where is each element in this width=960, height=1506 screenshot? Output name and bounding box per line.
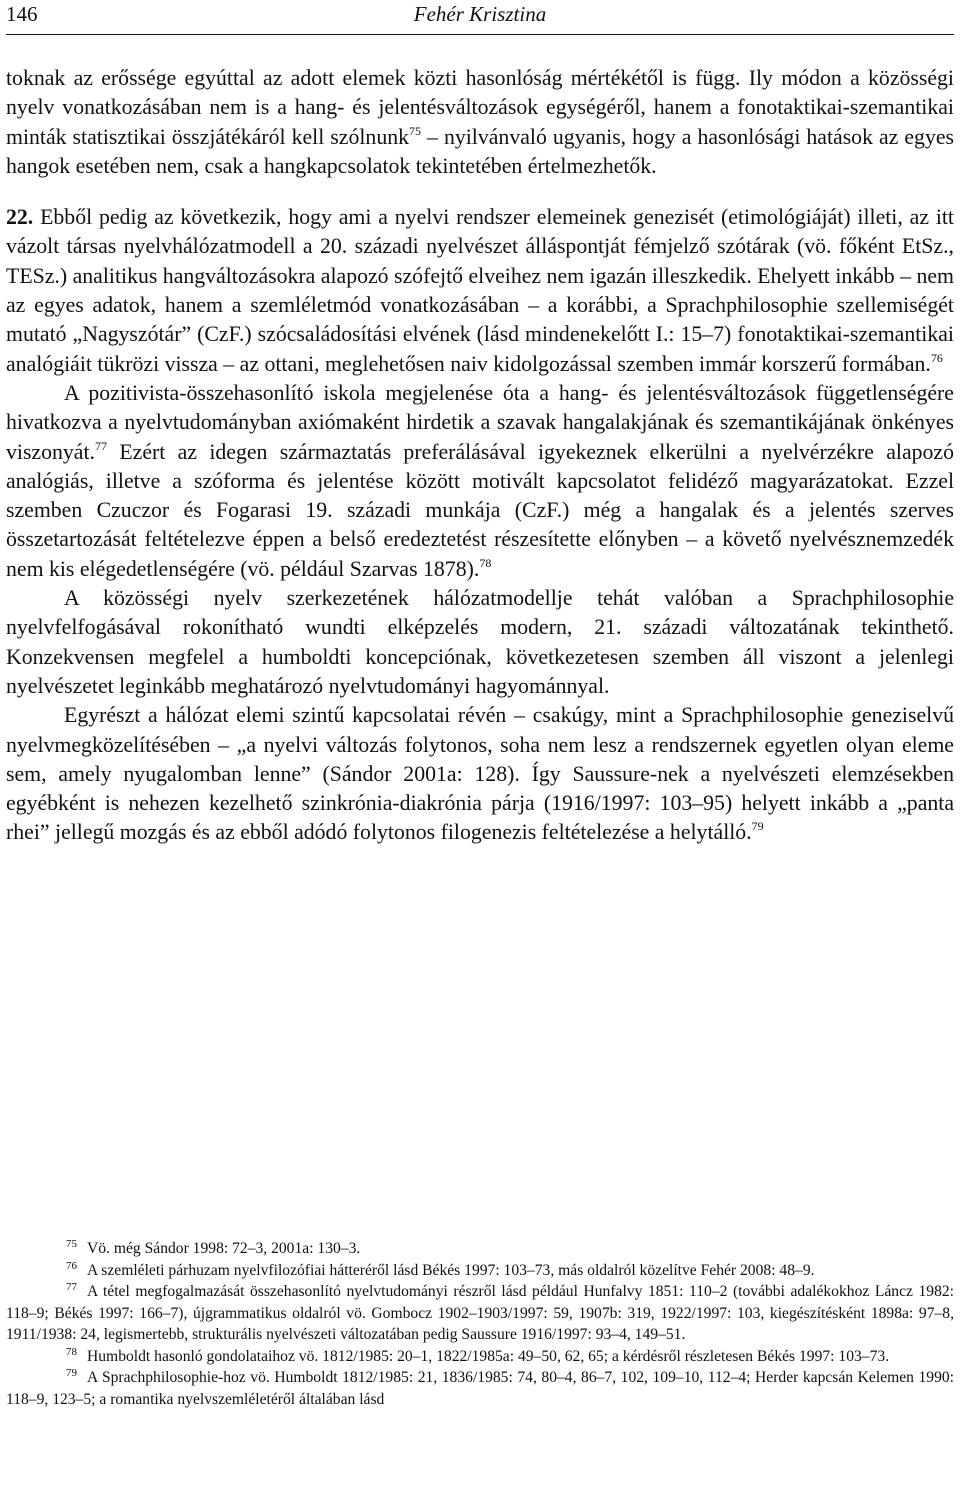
book-page xyxy=(6,0,954,1506)
footnotes xyxy=(6,1238,954,1410)
paragraph xyxy=(6,584,954,701)
text-segment: A pozitivista-összehasonlító iskola megjelenése óta a hang- és jelentésváltozások függetlenségére hivatkozva a nyelvtudományban axiómaként hirdetik a szavak hangalakjának és szemantikájának önkényes viszonyát. xyxy=(6,380,954,464)
text-segment: Egyrészt a hálózat elemi szintű kapcsolatai révén – csakúgy, mint a Sprachphilosophie geneziselvű nyelvmegközelítésében – „a nyelvi változás folytonos, soha nem lesz a rendszernek egyetlen olyan eleme sem, amely nyugalomban lenne” (Sándor 2001a: 128). Így Saussure-nek a nyelvészeti elemzésekben egyébként is nehezen kezelhető szinkrónia-diakrónia párja (1916/1997: 103–95) helyett inkább a „panta rhei” jellegű mozgás és az ebből adódó folytonos filogenezis feltételezése a helytálló. xyxy=(6,703,954,845)
footnote xyxy=(6,1238,954,1260)
footnote-reference: 76 xyxy=(930,350,943,365)
footnote-mark: 79 xyxy=(66,1367,77,1379)
footnote-text: A szemléleti párhuzam nyelvfilozófiai hátteréről lásd Békés 1997: 103–73, más oldalról közelítve Fehér 2008: 48–9. xyxy=(87,1261,815,1279)
footnote-reference: 79 xyxy=(751,819,764,834)
footnote-mark: 75 xyxy=(66,1238,77,1250)
footnote-reference: 77 xyxy=(95,438,107,453)
running-header xyxy=(6,0,954,35)
footnote-mark: 76 xyxy=(66,1259,77,1272)
text-segment: toknak az erőssége egyúttal az adott elemek közti hasonlóság mértékétől is függ. Ily módon a közösségi nyelv vonatkozásában nem is a hang- és jelentésváltozások egységéről, hanem a fonotaktikai-szemantikai minták statisztikai összjátékáról kell szólnunk xyxy=(6,66,954,149)
footnote-reference: 75 xyxy=(409,123,422,138)
paragraph-number: 22. xyxy=(6,205,34,230)
footnote xyxy=(6,1346,954,1368)
footnote-text: Humboldt hasonló gondolataihoz vö. 1812/1985: 20–1, 1822/1985a: 49–50, 62, 65; a kérdésről részletesen Békés 1997: 103–73. xyxy=(87,1347,890,1365)
footnote-reference: 78 xyxy=(479,555,492,570)
paragraph xyxy=(6,701,954,847)
text-segment: Ebből pedig az következik, hogy ami a nyelvi rendszer elemeinek genezisét (etimológiáját) illeti, az itt vázolt társas nyelvhálózatmodell a 20. századi nyelvészet álláspontját fémjelző szótárak (vö. főként EtSz., TESz.) analitikus hangváltozásokra alapozó szófejtő elveihez nem igazán illeszkedik. Ehelyett inkább – nem az egyes adatok, hanem a szemléletmód vonatkozásában – a korábbi, a Sprachphilosophie szellemiségét mutató „Nagyszótár” (CzF.) szócsaládosítási elvének (lásd mindenekelőtt I.: 15–7) fonotaktikai-szemantikai analógiáit tükrözi vissza – az ottani, meglehetősen naiv kidolgozással szemben immár korszerű formában. xyxy=(6,205,954,376)
footnote-text: Vö. még Sándor 1998: 72–3, 2001a: 130–3. xyxy=(87,1240,361,1257)
paragraph xyxy=(6,379,954,584)
footnote-text: A tétel megfogalmazását összehasonlító nyelvtudományi részről lásd például Hunfalvy 1851: 110–2 (további adalékokhoz Láncz 1982: 118–9; Békés 1997: 166–7), újgrammatikus oldalról vö. Gombocz 1902–1903/1997: 59, 1907b: 319, 1922/1997: 103, kiegészítésként 1898a: 97–8, 1911/1938: 24, legismertebb, strukturális nyelvészeti változatában pedig Saussure 1916/1997: 93–4, 149–51. xyxy=(6,1283,954,1343)
footnote-text: A Sprachphilosophie-hoz vö. Humboldt 1812/1985: 21, 1836/1985: 74, 80–4, 86–7, 102, 109–10, 112–4; Herder kapcsán Kelemen 1990: 118–9, 123–5; a romantika nyelvszemléletéről általában lásd xyxy=(6,1369,954,1408)
footnote xyxy=(6,1367,954,1410)
footnote-mark: 77 xyxy=(66,1281,77,1293)
footnote xyxy=(6,1260,954,1282)
numbered-paragraph xyxy=(6,203,954,379)
body-text xyxy=(6,64,954,848)
page-number: 146 xyxy=(6,2,38,26)
paragraph-continuation xyxy=(6,64,954,181)
running-title: Fehér Krisztina xyxy=(413,2,547,26)
footnote xyxy=(6,1281,954,1346)
footnote-mark: 78 xyxy=(66,1345,77,1358)
text-segment: Ezért az idegen származtatás preferálásával igyekeznek elkerülni a nyelvérzékre alapozó analógiás, illetve a szóforma és jelentése között motivált kapcsolatot felidéző magyarázatokat. Ezzel szemben Czuczor és Fogarasi 19. századi munkája (CzF.) még a hangalak és a jelentés szerves összetartozását feltételezve éppen a belső eredeztetést részesítette előnyben – a követő nyelvésznemzedék nem kis elégedetlenségére (vö. például Szarvas 1878). xyxy=(6,439,954,581)
text-segment: A közösségi nyelv szerkezetének hálózatmodellje tehát valóban a Sprachphilosophie nyelvfelfogásával rokonítható wundti elképzelés modern, 21. századi változatának tekinthető. Konzekvensen megfelel a humboldti koncepciónak, következetesen szemben áll viszont a jelenlegi nyelvészetet leginkább meghatározó nyelvtudományi hagyománnyal. xyxy=(6,586,954,698)
text-segment: – nyilvánvaló ugyanis, hogy a hasonlósági hatások az egyes hangok esetében nem, csak a hangkapcsolatok tekintetében értelmezhetők. xyxy=(6,124,954,178)
